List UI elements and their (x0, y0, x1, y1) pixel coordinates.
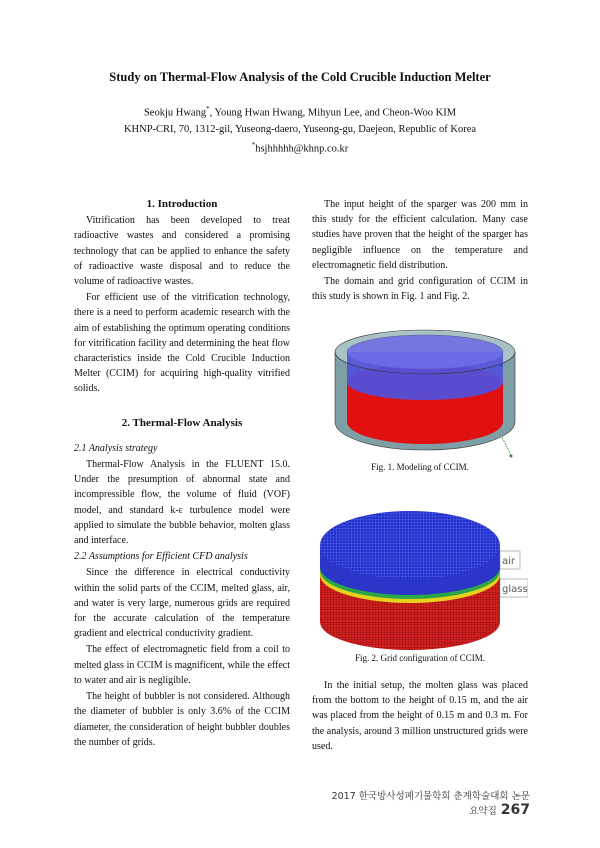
paragraph: Vitrification has been developed to treat radioactive wastes and considered a promising technology that can be applied to enhance the safety of radioactive waste disposal and to reduce the volume of radioactive wastes. (74, 215, 290, 288)
other-authors: , Young Hwan Hwang, Mihyun Lee, and Cheon-Woo KIM (209, 107, 457, 119)
corresponding-email (0, 141, 600, 155)
left-column (74, 197, 290, 751)
figure-2-caption: Fig. 2. Grid configuration of CCIM. (355, 653, 485, 663)
email-address: hsjhhhhh@khnp.co.kr (255, 143, 349, 155)
section-heading-thermal-flow: 2. Thermal-Flow Analysis (121, 416, 243, 429)
paragraph: Thermal-Flow Analysis in the FLUENT 15.0. Under the presumption of abnormal state and incompressible flow, the volume of fluid (VOF) model, and standard k-ε turbulence model were applied to simulate the bubble behavior, molten glass and interface. (74, 459, 290, 547)
paragraph: For efficient use of the vitrification technology, there is a need to perform academic research with the aim of establishing the optimum operating conditions for vitrification facility and determining the heat flow characteristics inside the Cold Crucible Induction Melter (CCIM) for acquiring high-quality vitrified solids. (74, 292, 290, 395)
conference-name: 2017 한국방사성폐기물학회 춘계학술대회 논문요약집 (331, 791, 530, 817)
paragraph: The effect of electromagnetic field from a coil to melted glass in CCIM is magnificent, while the effect to water and air is negligible. (74, 644, 290, 686)
subsection-heading-assumptions: 2.2 Assumptions for Efficient CFD analysis (74, 551, 248, 563)
paper-title: Study on Thermal-Flow Analysis of the Cold Crucible Induction Melter (109, 70, 491, 84)
figure-ccim-model (325, 322, 525, 462)
paragraph: In the initial setup, the molten glass was placed from the bottom to the height of 0.15 m, and the air was placed from the height of 0.15 m and 0.3 m. For the analysis, around 3 million unstructured grids were used. (312, 680, 528, 752)
corresponding-mark: * (206, 105, 210, 113)
paragraph: The height of bubbler is not considered. Although the diameter of bubbler is only 3.6% of the CCIM diameter, the consideration of height bubbler doubles the number of grids. (74, 691, 290, 748)
email-mark: * (251, 141, 256, 149)
first-author: Seokju Hwang (143, 107, 207, 119)
author-list (0, 105, 600, 119)
figure-1-caption: Fig. 1. Modeling of CCIM. (371, 462, 469, 472)
affiliation: KHNP-CRI, 70, 1312-gil, Yuseong-daero, Yuseong-gu, Daejeon, Republic of Korea (123, 124, 477, 135)
right-column-top (312, 197, 528, 305)
page-footer (330, 788, 530, 818)
paragraph: The input height of the sparger was 200 mm in this study for the efficient calculation. Many case studies have proven that the height of the sparger has negligible influence on the temperature and electromagnetic field distribution. (312, 199, 528, 271)
right-column-bottom (312, 678, 528, 754)
subsection-heading-strategy: 2.1 Analysis strategy (74, 442, 158, 454)
fig2-label-glass: glass (502, 584, 528, 595)
page-number: 267 (500, 802, 530, 818)
fig2-label-air: air (502, 556, 516, 567)
paragraph: The domain and grid configuration of CCIM in this study is shown in Fig. 1 and Fig. 2. (312, 276, 528, 303)
figure-ccim-grid (318, 507, 528, 653)
section-heading-introduction: 1. Introduction (146, 198, 218, 210)
paragraph: Since the difference in electrical conductivity within the solid parts of the CCIM, melted glass, air, and water is very large, numerous grids are required for the accurate calculation of the temperature gradient and electrical conductivity gradient. (74, 567, 290, 640)
